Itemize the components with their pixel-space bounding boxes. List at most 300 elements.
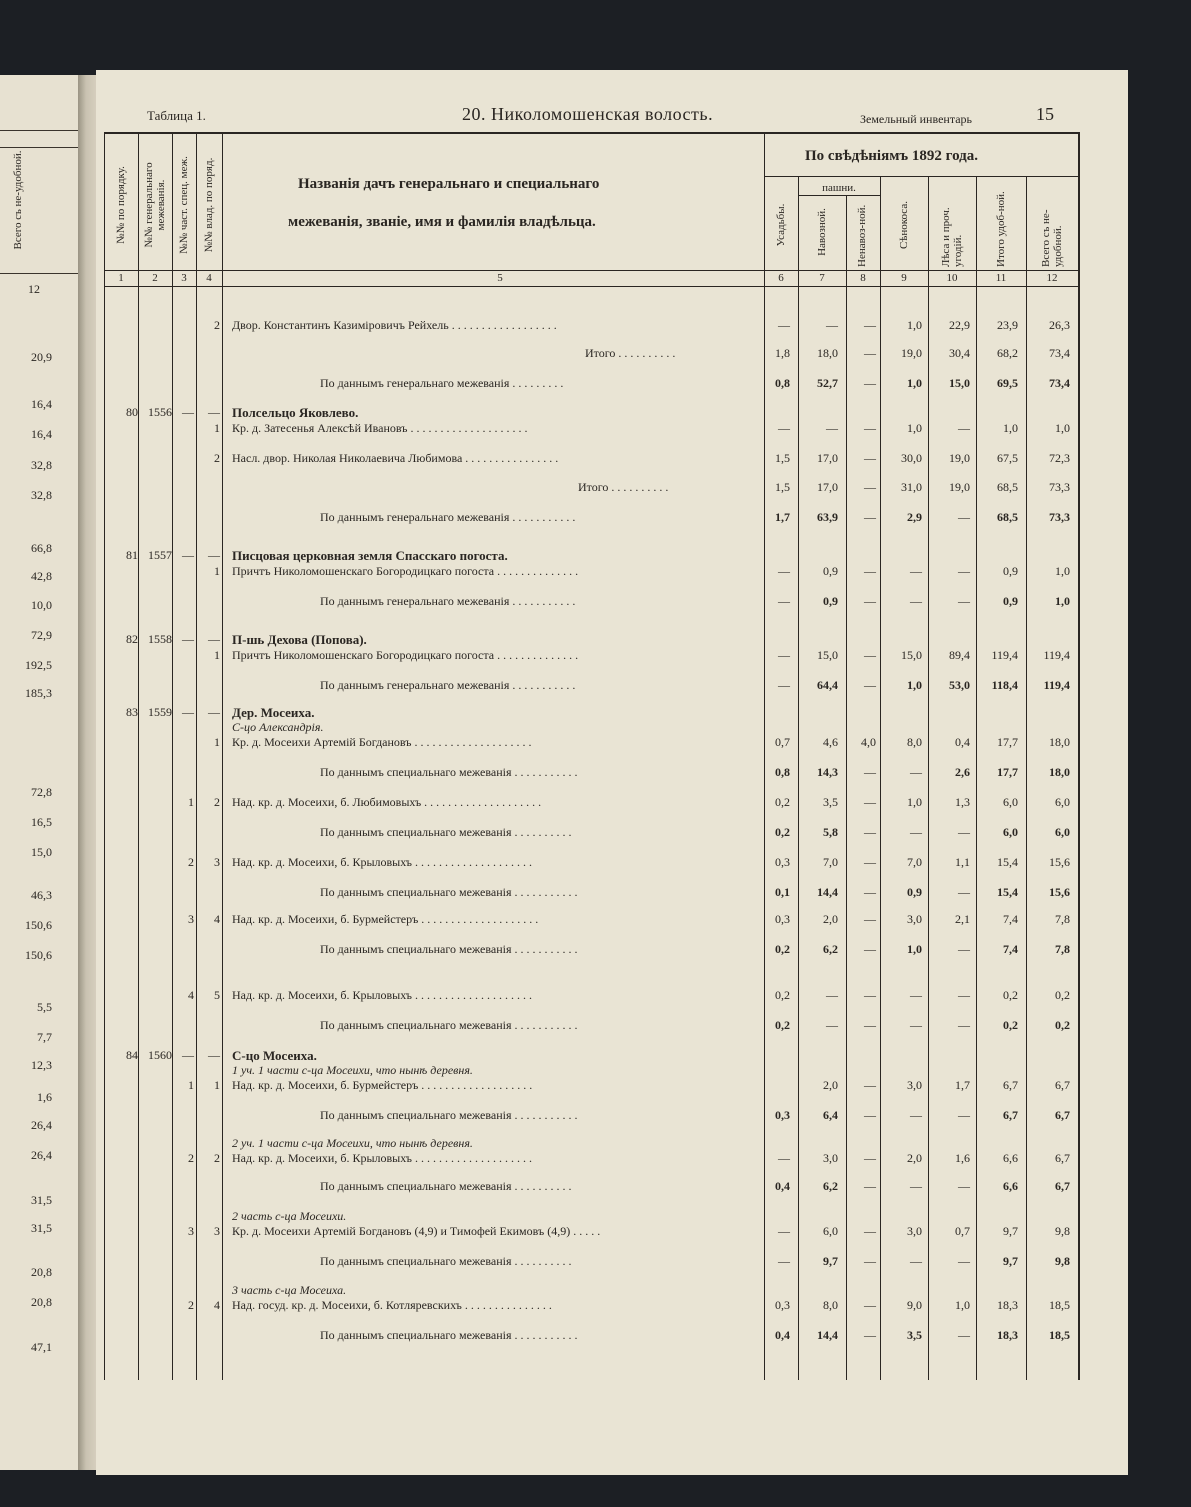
row-value: 7,8 (1055, 912, 1070, 926)
row-value: 23,9 (997, 318, 1018, 332)
table-row (0, 678, 1191, 696)
row-value: — (864, 1078, 876, 1092)
row-value: — (910, 1254, 922, 1268)
table-row (0, 1179, 1191, 1197)
row-general-survey: 1556 (148, 405, 172, 419)
row-value: 0,7 (955, 1224, 970, 1238)
row-value: 0,3 (775, 1108, 790, 1122)
row-value: 18,0 (1049, 765, 1070, 779)
table-row (0, 648, 1191, 666)
row-value: 3,0 (907, 1078, 922, 1092)
volost-title: 20. Николомошенская волость. (462, 104, 714, 124)
row-value: 2,0 (907, 1151, 922, 1165)
row-name: 3 часть с-ца Мосеиха. (232, 1283, 347, 1297)
row-value: — (864, 765, 876, 779)
row-name: Над. госуд. кр. д. Мосеихи, б. Котляревскихъ . . . . . . . . . . . . . . . (232, 1298, 552, 1312)
table-row (0, 1108, 1191, 1126)
col-header-vsego: Всего съ не-удобной. (1040, 209, 1064, 267)
row-owner-serial: 1 (214, 1078, 220, 1092)
row-value: 6,0 (1055, 795, 1070, 809)
row-value: 8,0 (823, 1298, 838, 1312)
row-value: — (864, 1254, 876, 1268)
row-owner-serial: 4 (214, 1298, 220, 1312)
row-value: 1,0 (1003, 421, 1018, 435)
row-value: 15,4 (997, 855, 1018, 869)
row-value: 6,0 (1055, 825, 1070, 839)
row-value: 64,4 (817, 678, 838, 692)
left-page-rule (0, 130, 80, 131)
row-value: 0,2 (775, 1018, 790, 1032)
row-value: 1,0 (907, 795, 922, 809)
left-page-value: 72,9 (31, 628, 52, 642)
row-value: — (910, 765, 922, 779)
row-name: Итого . . . . . . . . . . (578, 480, 669, 494)
row-value: 1,7 (775, 510, 790, 524)
row-value: 3,0 (907, 912, 922, 926)
row-value: 9,8 (1055, 1254, 1070, 1268)
row-value: 0,9 (823, 594, 838, 608)
row-value: 6,0 (1003, 795, 1018, 809)
row-value: 73,3 (1049, 510, 1070, 524)
row-value: — (910, 988, 922, 1002)
row-value: 30,0 (901, 451, 922, 465)
pashni-header: пашни. (822, 182, 856, 194)
row-serial: 80 (126, 405, 138, 419)
row-value: — (958, 594, 970, 608)
row-value: 1,3 (955, 795, 970, 809)
left-page-value: 20,8 (31, 1295, 52, 1309)
table-row (0, 795, 1191, 813)
col-header-navoznoy: Навозной. (816, 208, 828, 256)
left-page-value: 150,6 (25, 948, 52, 962)
table-row (0, 1018, 1191, 1036)
row-value: 1,5 (775, 480, 790, 494)
row-value: 6,6 (1003, 1151, 1018, 1165)
row-value: 2,0 (823, 912, 838, 926)
row-value: 15,6 (1049, 885, 1070, 899)
row-value: 6,7 (1003, 1108, 1018, 1122)
col-header-lesa: Лѣса и проч. угодій. (940, 207, 964, 267)
row-value: 17,7 (997, 765, 1018, 779)
row-name: Над. кр. д. Мосеихи, б. Крыловыхъ . . . . . . . . . . . . . . . . . . . . (232, 1151, 532, 1165)
row-value: 0,2 (775, 825, 790, 839)
row-value: 14,4 (817, 1328, 838, 1342)
table-row (0, 885, 1191, 903)
row-value: — (910, 564, 922, 578)
row-value: — (778, 648, 790, 662)
left-page-value: 72,8 (31, 785, 52, 799)
row-value: — (864, 678, 876, 692)
row-owner-serial: 1 (214, 648, 220, 662)
row-value: — (910, 1018, 922, 1032)
row-value: 0,3 (775, 855, 790, 869)
row-value: 2,1 (955, 912, 970, 926)
left-page-value: 32,8 (31, 488, 52, 502)
row-name: 1 уч. 1 части с-ца Мосеихи, что нынѣ деревня. (232, 1063, 473, 1077)
row-value: — (958, 1018, 970, 1032)
row-name: По даннымъ специальнаго межеванія . . . . . . . . . . . (320, 1108, 578, 1122)
table-row (0, 1151, 1191, 1169)
table-row (0, 825, 1191, 843)
row-name: С-цо Мосеиха. (232, 1048, 317, 1063)
row-name: С-цо Александрія. (232, 720, 324, 734)
row-name: По даннымъ специальнаго межеванія . . . . . . . . . . (320, 825, 572, 839)
row-name: По даннымъ специальнаго межеванія . . . . . . . . . . (320, 1179, 572, 1193)
col-header-nenavoznoy: Ненавоз-ной. (856, 204, 868, 267)
left-page-value: 192,5 (25, 658, 52, 672)
left-page-value: 185,3 (25, 686, 52, 700)
row-value: 14,3 (817, 765, 838, 779)
row-value: 0,2 (1055, 1018, 1070, 1032)
row-value: 31,0 (901, 480, 922, 494)
row-serial: 83 (126, 705, 138, 719)
row-value: 0,2 (1003, 1018, 1018, 1032)
row-owner-serial: 4 (214, 912, 220, 926)
table-row (0, 988, 1191, 1006)
table-row (0, 451, 1191, 469)
row-owner-serial: 2 (214, 1151, 220, 1165)
row-name: Причтъ Николомошенскаго Богородицкаго погоста . . . . . . . . . . . . . . (232, 564, 579, 578)
table-row (0, 1078, 1191, 1096)
row-owner-serial: 3 (214, 1224, 220, 1238)
table-row (0, 765, 1191, 783)
row-value: 3,5 (907, 1328, 922, 1342)
row-value: 15,0 (817, 648, 838, 662)
row-value: 18,3 (997, 1328, 1018, 1342)
row-value: 0,9 (1003, 594, 1018, 608)
row-owner-serial: 1 (214, 421, 220, 435)
row-value: — (864, 1179, 876, 1193)
row-special-part: — (182, 405, 194, 419)
left-page-value: 46,3 (31, 888, 52, 902)
table-row (0, 480, 1191, 498)
row-name: По даннымъ генеральнаго межеванія . . . . . . . . . . . (320, 678, 576, 692)
table-row (0, 1298, 1191, 1316)
row-value: 1,0 (1055, 421, 1070, 435)
row-special-part: 1 (188, 795, 194, 809)
row-value: 0,3 (775, 1298, 790, 1312)
left-page-value: 1,6 (37, 1090, 52, 1104)
row-value: — (910, 1179, 922, 1193)
row-name: Дер. Мосеиха. (232, 705, 315, 720)
left-page-value: 26,4 (31, 1148, 52, 1162)
row-value: 30,4 (949, 346, 970, 360)
row-value: 68,2 (997, 346, 1018, 360)
row-value: 1,0 (1055, 594, 1070, 608)
column-number: 9 (901, 272, 907, 284)
row-value: 6,4 (823, 1108, 838, 1122)
group-header-1892: По свѣдѣніямъ 1892 года. (805, 148, 978, 164)
column-number: 6 (778, 272, 784, 284)
left-page-value: 32,8 (31, 458, 52, 472)
col-header-special-part: №№ част. спец. меж. (178, 156, 190, 254)
row-value: — (826, 988, 838, 1002)
row-value: — (864, 942, 876, 956)
left-page-value: 10,0 (31, 598, 52, 612)
table-row (0, 1328, 1191, 1346)
row-name: По даннымъ специальнаго межеванія . . . . . . . . . . . (320, 885, 578, 899)
row-value: 4,0 (861, 735, 876, 749)
row-name: Над. кр. д. Мосеихи, б. Бурмейстеръ . . . . . . . . . . . . . . . . . . . (232, 1078, 533, 1092)
row-value: — (864, 648, 876, 662)
table-row (0, 376, 1191, 394)
row-value: 0,9 (1003, 564, 1018, 578)
row-value: 1,0 (1055, 564, 1070, 578)
row-value: 7,0 (823, 855, 838, 869)
row-value: 9,8 (1055, 1224, 1070, 1238)
row-name: П-шь Дехова (Попова). (232, 632, 367, 647)
row-value: 9,7 (823, 1254, 838, 1268)
row-value: 1,5 (775, 451, 790, 465)
column-number: 4 (206, 272, 212, 284)
row-value: — (864, 1151, 876, 1165)
col-header-owner-serial: №№ влад. по поряд. (203, 157, 215, 253)
row-owner-serial: — (208, 405, 220, 419)
row-name: 2 уч. 1 части с-ца Мосеихи, что нынѣ деревня. (232, 1136, 473, 1150)
left-page-value: 31,5 (31, 1221, 52, 1235)
row-value: — (958, 1108, 970, 1122)
table-row (0, 942, 1191, 960)
left-page-column-header (2, 140, 42, 270)
left-page-value: 150,6 (25, 918, 52, 932)
table-row (0, 1254, 1191, 1272)
row-value: 6,7 (1055, 1108, 1070, 1122)
row-value: — (864, 885, 876, 899)
row-value: 9,7 (1003, 1254, 1018, 1268)
row-value: 18,5 (1049, 1328, 1070, 1342)
table-label: Таблица 1. (147, 108, 206, 123)
row-value: — (778, 1254, 790, 1268)
row-value: 119,4 (991, 648, 1018, 662)
row-name: Над. кр. д. Мосеихи, б. Крыловыхъ . . . . . . . . . . . . . . . . . . . . (232, 988, 532, 1002)
row-name: Полсельцо Яковлево. (232, 405, 359, 420)
row-value: — (958, 942, 970, 956)
row-value: 7,0 (907, 855, 922, 869)
row-value: — (958, 1328, 970, 1342)
row-owner-serial: 3 (214, 855, 220, 869)
row-value: — (864, 318, 876, 332)
row-name: Над. кр. д. Мосеихи, б. Любимовыхъ . . . . . . . . . . . . . . . . . . . . (232, 795, 542, 809)
row-name: Кр. д. Мосеихи Артемій Богдановъ (4,9) и Тимофей Екимовъ (4,9) . . . . . (232, 1224, 601, 1238)
row-value: — (958, 421, 970, 435)
left-page-value: 16,4 (31, 427, 52, 441)
row-owner-serial: — (208, 1048, 220, 1062)
column-number: 2 (152, 272, 158, 284)
row-value: — (910, 594, 922, 608)
row-value: 6,7 (1055, 1151, 1070, 1165)
row-value: — (958, 1254, 970, 1268)
row-value: — (910, 1108, 922, 1122)
row-owner-serial: 1 (214, 735, 220, 749)
row-value: 18,3 (997, 1298, 1018, 1312)
row-value: 0,2 (775, 988, 790, 1002)
table-row (0, 855, 1191, 873)
row-value: 0,7 (775, 735, 790, 749)
row-value: — (864, 1298, 876, 1312)
row-value: — (864, 564, 876, 578)
row-value: — (864, 912, 876, 926)
row-value: 1,0 (907, 942, 922, 956)
row-special-part: 4 (188, 988, 194, 1002)
row-value: 1,0 (955, 1298, 970, 1312)
row-value: 15,0 (949, 376, 970, 390)
names-header-line1: Названія дачъ генеральнаго и специальнаго (298, 176, 600, 192)
col-header-serial: №№ по порядку. (115, 166, 127, 244)
row-serial: 84 (126, 1048, 138, 1062)
table-row (0, 346, 1191, 364)
row-value: — (864, 1108, 876, 1122)
row-value: 69,5 (997, 376, 1018, 390)
row-value: 2,6 (955, 765, 970, 779)
row-value: — (778, 678, 790, 692)
table-row (0, 1224, 1191, 1242)
row-value: — (864, 1018, 876, 1032)
row-special-part: — (182, 548, 194, 562)
left-page-value: 5,5 (37, 1000, 52, 1014)
row-value: 19,0 (949, 480, 970, 494)
left-page-value: 47,1 (31, 1340, 52, 1354)
row-value: — (864, 376, 876, 390)
row-value: — (958, 564, 970, 578)
column-number: 10 (946, 272, 958, 284)
row-value: — (778, 421, 790, 435)
row-value: 19,0 (949, 451, 970, 465)
left-page-value: 16,5 (31, 815, 52, 829)
row-name: Насл. двор. Николая Николаевича Любимова . . . . . . . . . . . . . . . . (232, 451, 559, 465)
row-value: 0,2 (775, 942, 790, 956)
left-page-value: 15,0 (31, 845, 52, 859)
row-value: — (910, 825, 922, 839)
row-name: Над. кр. д. Мосеихи, б. Бурмейстеръ . . . . . . . . . . . . . . . . . . . . (232, 912, 539, 926)
column-number: 5 (497, 272, 503, 284)
row-value: 1,0 (907, 376, 922, 390)
row-value: 0,4 (775, 1328, 790, 1342)
col-header-general-survey: №№ генеральнаго межеванія. (143, 162, 167, 248)
row-value: 118,4 (991, 678, 1018, 692)
row-value: 7,4 (1003, 912, 1018, 926)
row-value: 1,0 (907, 678, 922, 692)
row-value: 0,9 (907, 885, 922, 899)
table-row (0, 735, 1191, 753)
row-value: 0,3 (775, 912, 790, 926)
row-name: 2 часть с-ца Мосеихи. (232, 1209, 347, 1223)
table-row (0, 421, 1191, 439)
row-value: 6,0 (1003, 825, 1018, 839)
row-value: 1,0 (907, 318, 922, 332)
row-value: — (864, 795, 876, 809)
row-name: По даннымъ специальнаго межеванія . . . . . . . . . . . (320, 1328, 578, 1342)
row-name: По даннымъ специальнаго межеванія . . . . . . . . . . . (320, 942, 578, 956)
row-value: 73,4 (1049, 376, 1070, 390)
row-value: — (778, 318, 790, 332)
row-value: 15,4 (997, 885, 1018, 899)
row-owner-serial: — (208, 632, 220, 646)
row-value: — (778, 594, 790, 608)
row-name: Кр. д. Затесенья Алексѣй Ивановъ . . . . . . . . . . . . . . . . . . . . (232, 421, 528, 435)
row-value: 1,1 (955, 855, 970, 869)
row-value: 119,4 (1043, 678, 1070, 692)
row-value: 3,5 (823, 795, 838, 809)
row-value: 15,0 (901, 648, 922, 662)
left-page-value: 66,8 (31, 541, 52, 555)
left-page-value: 42,8 (31, 569, 52, 583)
row-owner-serial: 2 (214, 318, 220, 332)
row-special-part: — (182, 632, 194, 646)
row-name: По даннымъ специальнаго межеванія . . . . . . . . . . . (320, 765, 578, 779)
row-value: 6,2 (823, 1179, 838, 1193)
left-page-column-number: 12 (28, 282, 40, 296)
row-value: 26,3 (1049, 318, 1070, 332)
row-special-part: — (182, 1048, 194, 1062)
row-value: 89,4 (949, 648, 970, 662)
left-page-rule (0, 273, 80, 274)
row-name: Итого . . . . . . . . . . (585, 346, 676, 360)
row-value: 1,7 (955, 1078, 970, 1092)
column-number: 3 (181, 272, 187, 284)
row-value: — (864, 421, 876, 435)
row-value: 18,0 (1049, 735, 1070, 749)
row-value: 7,4 (1003, 942, 1018, 956)
row-value: 0,1 (775, 885, 790, 899)
row-value: — (864, 451, 876, 465)
left-page-value: 16,4 (31, 397, 52, 411)
row-name: Над. кр. д. Мосеихи, б. Крыловыхъ . . . . . . . . . . . . . . . . . . . . (232, 855, 532, 869)
row-special-part: 3 (188, 1224, 194, 1238)
table-row (0, 510, 1191, 528)
row-value: 17,7 (997, 735, 1018, 749)
left-page-value: 26,4 (31, 1118, 52, 1132)
row-value: 1,0 (907, 421, 922, 435)
row-value: — (864, 594, 876, 608)
row-name: По даннымъ генеральнаго межеванія . . . . . . . . . . . (320, 510, 576, 524)
row-value: — (864, 510, 876, 524)
row-name: По даннымъ генеральнаго межеванія . . . . . . . . . . . (320, 594, 576, 608)
table-row (0, 594, 1191, 612)
row-value: — (958, 1179, 970, 1193)
row-value: — (826, 421, 838, 435)
col-header-itogo-udobnoy: Итого удоб-ной. (995, 191, 1007, 267)
column-number: 7 (819, 272, 825, 284)
row-value: 7,8 (1055, 942, 1070, 956)
left-page-value: 12,3 (31, 1058, 52, 1072)
row-value: 0,8 (775, 765, 790, 779)
column-number: 11 (995, 272, 1007, 284)
row-value: — (864, 346, 876, 360)
row-special-part: 3 (188, 912, 194, 926)
row-special-part: — (182, 705, 194, 719)
row-general-survey: 1557 (148, 548, 172, 562)
row-owner-serial: 5 (214, 988, 220, 1002)
row-value: — (826, 318, 838, 332)
left-page-value: 31,5 (31, 1193, 52, 1207)
row-name: По даннымъ специальнаго межеванія . . . . . . . . . . . (320, 1018, 578, 1032)
row-value: 53,0 (949, 678, 970, 692)
row-value: 0,2 (1003, 988, 1018, 1002)
row-value: 9,0 (907, 1298, 922, 1312)
row-general-survey: 1559 (148, 705, 172, 719)
row-value: 18,0 (817, 346, 838, 360)
row-value: 6,7 (1055, 1179, 1070, 1193)
left-page-value: 20,9 (31, 350, 52, 364)
row-value: 19,0 (901, 346, 922, 360)
row-general-survey: 1558 (148, 632, 172, 646)
row-value: — (864, 855, 876, 869)
row-value: 3,0 (823, 1151, 838, 1165)
row-value: 119,4 (1043, 648, 1070, 662)
row-value: 18,5 (1049, 1298, 1070, 1312)
row-value: 0,4 (775, 1179, 790, 1193)
row-value: 0,9 (823, 564, 838, 578)
